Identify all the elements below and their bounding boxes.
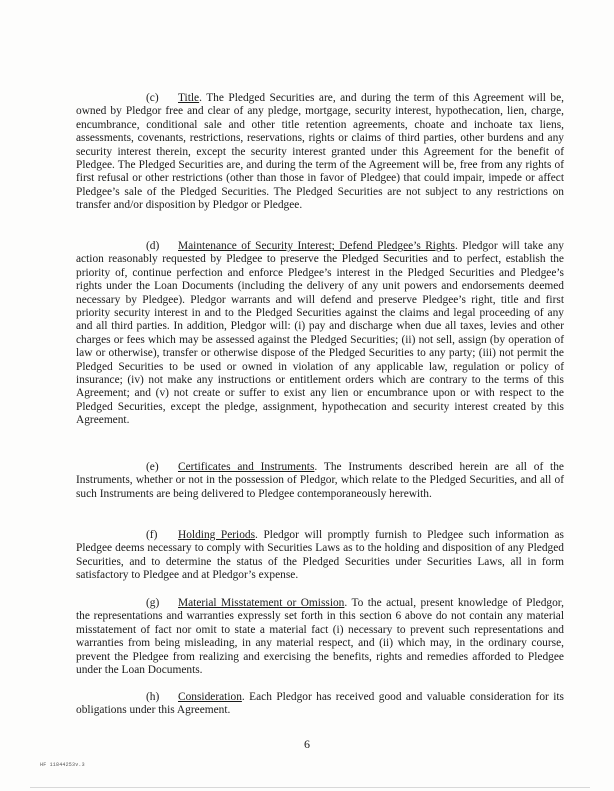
section-f-body: Pledgor will promptly furnish to Pledgee such information as Pledgee deems necessary to comply with Securities Laws as to the holding and disposition of any Pledged Securities, and to determine the status of the Pledged Securities under Securities Laws, all in form satisfactory to Pledgee and at Pledgor’s expense. — [76, 529, 564, 582]
section-g-number: (g) — [146, 597, 160, 609]
bottom-divider — [30, 787, 590, 788]
section-h-heading: Consideration — [178, 691, 242, 703]
section-f-heading: Holding Periods — [178, 529, 256, 541]
section-e-number: (e) — [146, 461, 159, 473]
section-e-paragraph — [76, 461, 564, 501]
section-e-heading-suffix: . — [314, 461, 318, 473]
section-d-paragraph — [76, 240, 564, 428]
section-f-number: (f) — [146, 529, 158, 541]
section-f-paragraph — [76, 529, 564, 583]
section-h-heading-suffix: . — [241, 691, 245, 703]
section-c-heading: Title — [178, 92, 200, 104]
section-g-heading: Material Misstatement or Omission — [178, 597, 345, 609]
section-d-number: (d) — [146, 240, 160, 252]
section-c-heading-suffix: . — [199, 92, 202, 104]
section-d-heading: Maintenance of Security Interest; Defend Pledgee’s Rights — [178, 240, 455, 252]
section-e-heading: Certificates and Instruments — [178, 461, 315, 473]
section-c-paragraph — [76, 92, 564, 213]
section-h-number: (h) — [146, 691, 160, 703]
section-g-heading-suffix: . — [344, 597, 348, 609]
section-d-heading-suffix: . — [454, 240, 458, 252]
section-c-number: (c) — [146, 92, 159, 104]
section-g-paragraph — [76, 597, 564, 677]
section-d-body: Pledgor will take any action reasonably requested by Pledgee to preserve the Pledged Securities and to perfect, establish the priority of, continue perfection and enforce Pledgee’s interest in the Pledged Securities and Pledgee’s rights under the Loan Documents (including the delivery of any unit powers and endorsements deemed necessary by Pledgee). Pledgor warrants and will defend and preserve Pledgee’s right, title and first priority security interest in and to the Pledged Securities against the claims and legal proceeding of any and all third parties. In addition, Pledgor will: (i) pay and discharge when due all taxes, levies and other charges or fees which may be assessed against the Pledged Securities; (ii) not sell, assign (by operation of law or otherwise), transfer or otherwise dispose of the Pledged Securities to any party; (iii) not permit the Pledged Securities to be used or owned in violation of any applicable law, regulation or policy of insurance; (iv) not make any instructions or entitlement orders which are contrary to the terms of this Agreement; and (v) not create or suffer to exist any lien or encumbrance upon or with respect to the Pledged Securities, except the pledge, assignment, hypothecation and security interest created by this Agreement. — [76, 240, 565, 427]
section-g-body: To the actual, present knowledge of Pledgor, the representations and warranties expressly set forth in this section 6 above do not contain any material misstatement of fact nor omit to state a material fact (i) necessary to prevent such representations and warranties from being misleading, in any material respect, and (ii) which may, in the ordinary course, prevent the Pledgee from realizing and exercising the benefits, rights and remedies afforded to Pledgee under the Loan Documents. — [76, 597, 564, 677]
section-h-body: Each Pledgor has received good and valuable consideration for its obligations under this Agreement. — [76, 691, 564, 717]
section-f-heading-suffix: . — [255, 529, 258, 541]
document-footer-code: HF 11844253v.3 — [40, 762, 85, 768]
section-c-body: The Pledged Securities are, and during the term of this Agreement will be, owned by Pledgor free and clear of any pledge, mortgage, security interest, hypothecation, lien, charge, encumbrance, conditional sale and other title retention agreements, choate and inchoate tax liens, assessments, covenants, restrictions, reservations, rights or claims of third parties, other burdens and any security interest therein, except the security interest granted under this Agreement for the benefit of Pledgee. The Pledged Securities are, and during the term of the Agreement will be, free from any rights of first refusal or other restrictions (other than those in favor of Pledgee) that could impair, impede or affect Pledgee’s sale of the Pledged Securities. The Pledged Securities are not subject to any restrictions on transfer and/or disposition by Pledgor or Pledgee. — [76, 92, 564, 212]
page-number: 6 — [304, 737, 310, 751]
section-e-body: The Instruments described herein are all of the Instruments, whether or not in the possession of Pledgor, which relate to the Pledged Securities, and all of such Instruments are being delivered to Pledgee contemporaneously herewith. — [76, 461, 564, 500]
section-h-paragraph — [76, 691, 564, 718]
